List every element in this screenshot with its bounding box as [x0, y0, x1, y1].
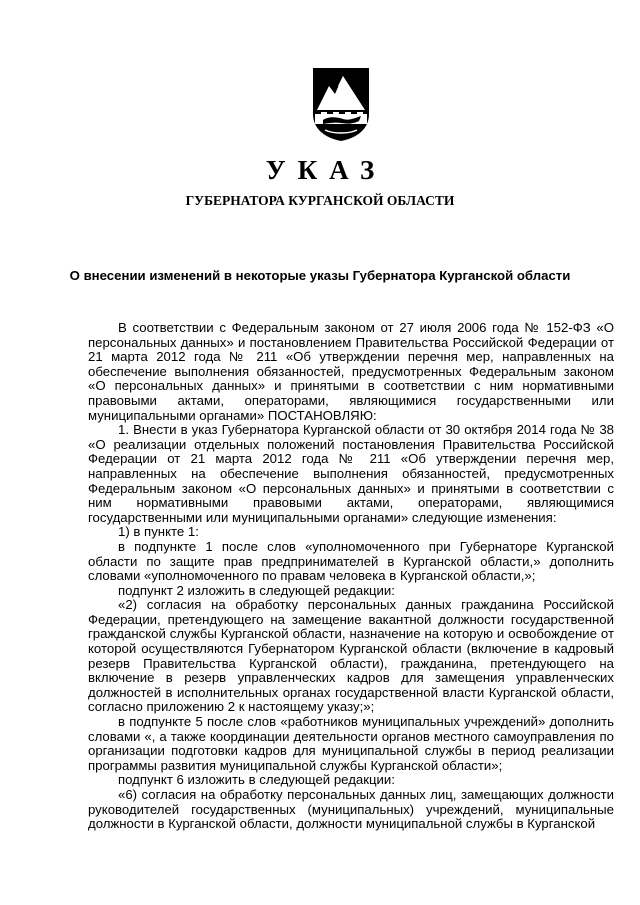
decree-body	[88, 321, 614, 832]
paragraph: подпункт 2 изложить в следующей редакции:	[118, 582, 395, 598]
decree-issuer: ГУБЕРНАТОРА КУРГАНСКОЙ ОБЛАСТИ	[185, 193, 455, 208]
paragraph: 1) в пункте 1:	[118, 524, 199, 540]
decree-title: УКАЗ	[265, 155, 387, 185]
paragraph: в подпункте 5 после слов «работников муниципальных учреждений» дополнить словами «, а также координации деятельности органов местного самоуправления по организации подготовки кадров для муниципальной службы в период реализации программы развития муниципальной службы Курганской области»;	[88, 714, 614, 773]
coat-of-arms-icon	[311, 66, 371, 142]
paragraph: «2) согласия на обработку персональных данных гражданина Российской Федерации, претендующего на замещение вакантной должности государственной гражданской службы Курганской области, назначение на которую и освобождение от которой осуществляются Губернатором Курганской области (включение в кадровый резерв Правительства Курганской области), гражданина, претендующего на включение в резерв управленческих кадров для замещения управленческих должностей в исполнительных органах государственной власти Курганской области, согласно приложению 2 к настоящему указу;»;	[88, 597, 614, 715]
paragraph: 1. Внести в указ Губернатора Курганской области от 30 октября 2014 года № 38 «О реализации отдельных положений постановления Правительства Российской Федерации от 21 марта 2012 года № 211 «Об утверждении перечня мер, направленных на обеспечение выполнения обязанностей, предусмотренных Федеральным законом «О персональных данных» и принятыми в соответствии с ним нормативными правовыми актами, операторами, являющимися государственными или муниципальными органами» следующие изменения:	[88, 422, 614, 525]
paragraph: В соответствии с Федеральным законом от 27 июля 2006 года № 152-ФЗ «О персональных данных» и постановлением Правительства Российской Федерации от 21 марта 2012 года № 211 «Об утверждении перечня мер, направленных на обеспечение выполнения обязанностей, предусмотренных Федеральным законом «О персональных данных» и принятыми в соответствии с ним нормативными правовыми актами, операторами, являющимися государственными или муниципальными органами» ПОСТАНОВЛЯЮ:	[88, 320, 614, 423]
paragraph: подпункт 6 изложить в следующей редакции:	[118, 772, 395, 788]
decree-subject: О внесении изменений в некоторые указы Губернатора Курганской области	[69, 268, 571, 283]
paragraph: в подпункте 1 после слов «уполномоченного при Губернаторе Курганской области по защите прав предпринимателей в Курганской области,» дополнить словами «уполномоченного по правам человека в Курганской области,»;	[88, 538, 614, 584]
paragraph: «6) согласия на обработку персональных данных лиц, замещающих должности руководителей государственных (муниципальных) учреждений, муниципальные должности в Курганской области, должности муниципальной службы в Курганской	[88, 787, 614, 832]
